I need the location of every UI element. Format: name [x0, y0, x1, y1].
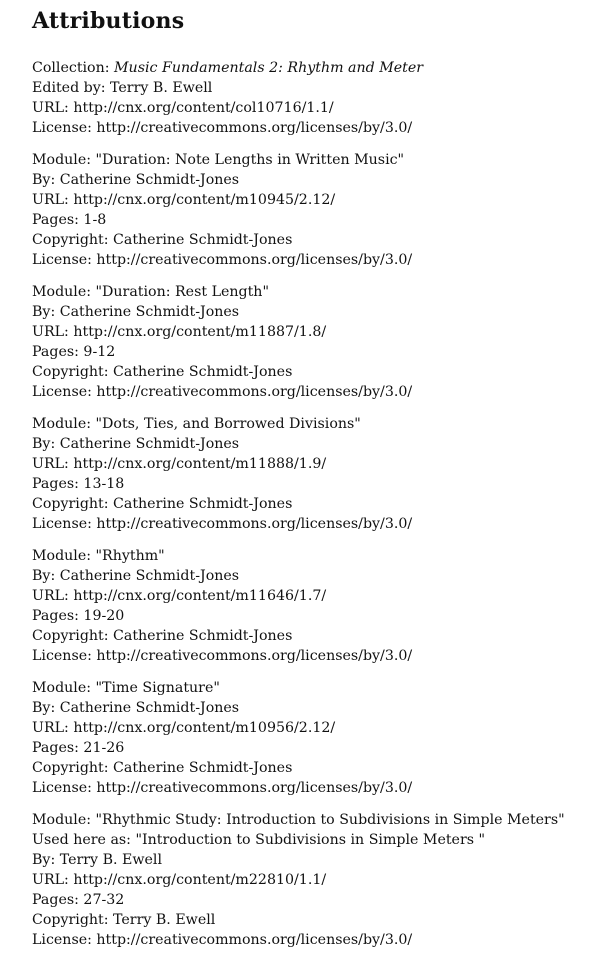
collection-editor: Edited by: Terry B. Ewell — [32, 80, 213, 96]
module-block — [32, 414, 602, 534]
collection-label: Collection: — [32, 60, 110, 76]
collection-line — [32, 58, 602, 78]
module-license: License: http://creativecommons.org/licenses/by/3.0/ — [32, 516, 413, 532]
collection-name: Music Fundamentals 2: Rhythm and Meter — [114, 60, 424, 76]
module-author: By: Terry B. Ewell — [32, 852, 162, 868]
module-author: By: Catherine Schmidt-Jones — [32, 700, 240, 716]
collection-license: License: http://creativecommons.org/licenses/by/3.0/ — [32, 120, 413, 136]
collection-block — [32, 58, 602, 138]
module-block — [32, 810, 602, 950]
module-title: Module: "Rhythmic Study: Introduction to Subdivisions in Simple Meters" — [32, 812, 565, 828]
module-pages: Pages: 13-18 — [32, 476, 125, 492]
module-author: By: Catherine Schmidt-Jones — [32, 304, 240, 320]
module-title: Module: "Time Signature" — [32, 680, 220, 696]
module-url: URL: http://cnx.org/content/m11887/1.8/ — [32, 324, 327, 340]
module-license: License: http://creativecommons.org/licenses/by/3.0/ — [32, 780, 413, 796]
module-copyright: Copyright: Catherine Schmidt-Jones — [32, 628, 293, 644]
module-pages: Pages: 1-8 — [32, 212, 107, 228]
module-pages: Pages: 19-20 — [32, 608, 125, 624]
module-block — [32, 678, 602, 798]
module-license: License: http://creativecommons.org/licenses/by/3.0/ — [32, 252, 413, 268]
module-title: Module: "Dots, Ties, and Borrowed Divisions" — [32, 416, 361, 432]
module-block — [32, 150, 602, 270]
module-copyright: Copyright: Catherine Schmidt-Jones — [32, 232, 293, 248]
module-license: License: http://creativecommons.org/licenses/by/3.0/ — [32, 932, 413, 948]
module-url: URL: http://cnx.org/content/m11888/1.9/ — [32, 456, 327, 472]
module-author: By: Catherine Schmidt-Jones — [32, 436, 240, 452]
module-license: License: http://creativecommons.org/licenses/by/3.0/ — [32, 384, 413, 400]
module-copyright: Copyright: Terry B. Ewell — [32, 912, 216, 928]
module-license: License: http://creativecommons.org/licenses/by/3.0/ — [32, 648, 413, 664]
module-url: URL: http://cnx.org/content/m11646/1.7/ — [32, 588, 327, 604]
module-copyright: Copyright: Catherine Schmidt-Jones — [32, 496, 293, 512]
module-block — [32, 546, 602, 666]
page-title: Attributions — [32, 8, 185, 34]
module-pages: Pages: 9-12 — [32, 344, 116, 360]
module-copyright: Copyright: Catherine Schmidt-Jones — [32, 364, 293, 380]
module-pages: Pages: 21-26 — [32, 740, 125, 756]
module-url: URL: http://cnx.org/content/m10945/2.12/ — [32, 192, 336, 208]
collection-url: URL: http://cnx.org/content/col10716/1.1/ — [32, 100, 334, 116]
module-title: Module: "Rhythm" — [32, 548, 165, 564]
module-pages: Pages: 27-32 — [32, 892, 125, 908]
module-author: By: Catherine Schmidt-Jones — [32, 568, 240, 584]
module-url: URL: http://cnx.org/content/m22810/1.1/ — [32, 872, 327, 888]
module-used-as: Used here as: "Introduction to Subdivisions in Simple Meters " — [32, 832, 486, 848]
module-copyright: Copyright: Catherine Schmidt-Jones — [32, 760, 293, 776]
attributions-page — [32, 6, 602, 962]
module-block — [32, 282, 602, 402]
module-title: Module: "Duration: Rest Length" — [32, 284, 269, 300]
module-url: URL: http://cnx.org/content/m10956/2.12/ — [32, 720, 336, 736]
module-author: By: Catherine Schmidt-Jones — [32, 172, 240, 188]
module-title: Module: "Duration: Note Lengths in Written Music" — [32, 152, 405, 168]
